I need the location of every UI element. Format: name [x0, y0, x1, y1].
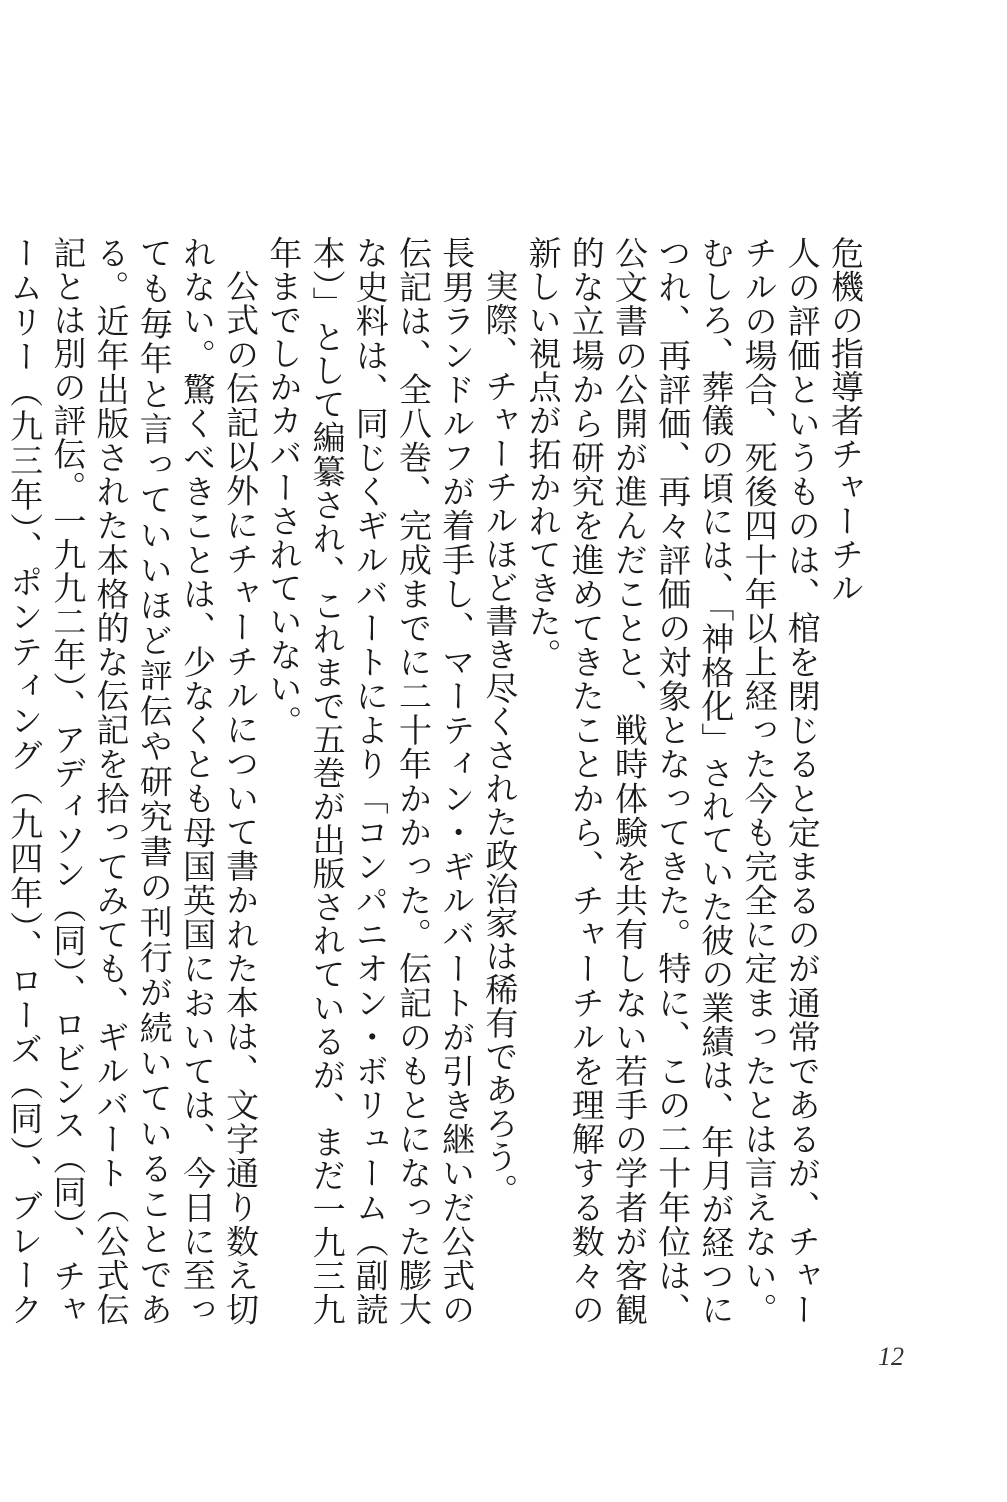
page-number: 12: [878, 1342, 904, 1371]
paragraph-3: 長男ランドルフが着手し、マーティン・ギルバートが引き継いだ公式の伝記は、全八巻、完成までに二十年かかった。伝記のもとになった膨大な史料は、同じくギルバートにより「コンパニオン・ボリューム（副読本）」として編纂され、これまで五巻が出版されているが、まだ一九三九年までしかカバーされていない。: [264, 236, 477, 1326]
paragraph-4: 公式の伝記以外にチャーチルについて書かれた本は、文字通り数え切れない。驚くべきことは、少なくとも母国英国においては、今日に至っても毎年と言っていいほど評伝や研究書の刊行が続いていることである。近年出版された本格的な伝記を拾ってみても、ギルバート（公式伝記とは別の評伝。一九九二年）、アディソン（同）、ロビンス（同）、チャームリー（九三年）、ポンティング（九四年）、ローズ（同）、ブレーク: [5, 236, 261, 1326]
section-heading: 危機の指導者チャーチル: [826, 236, 865, 605]
body-text: [0, 236, 867, 1326]
paragraph-1: 人の評価というものは、棺を閉じると定まるのが通常であるが、チャーチルの場合、死後四十年以上経った今も完全に定まったとは言えない。むしろ、葬儀の頃には、「神格化」されていた彼の業績は、年月が経つにつれ、再評価、再々評価の対象となってきた。特に、この二十年位は、公文書の公開が進んだことと、戦時体験を共有しない若手の学者が客観的な立場から研究を進めてきたことから、チャーチルを理解する数々の新しい視点が拓かれてきた。: [523, 236, 822, 1326]
paragraph-2: 実際、チャーチルほど書き尽くされた政治家は稀有であろう。: [480, 269, 520, 1207]
